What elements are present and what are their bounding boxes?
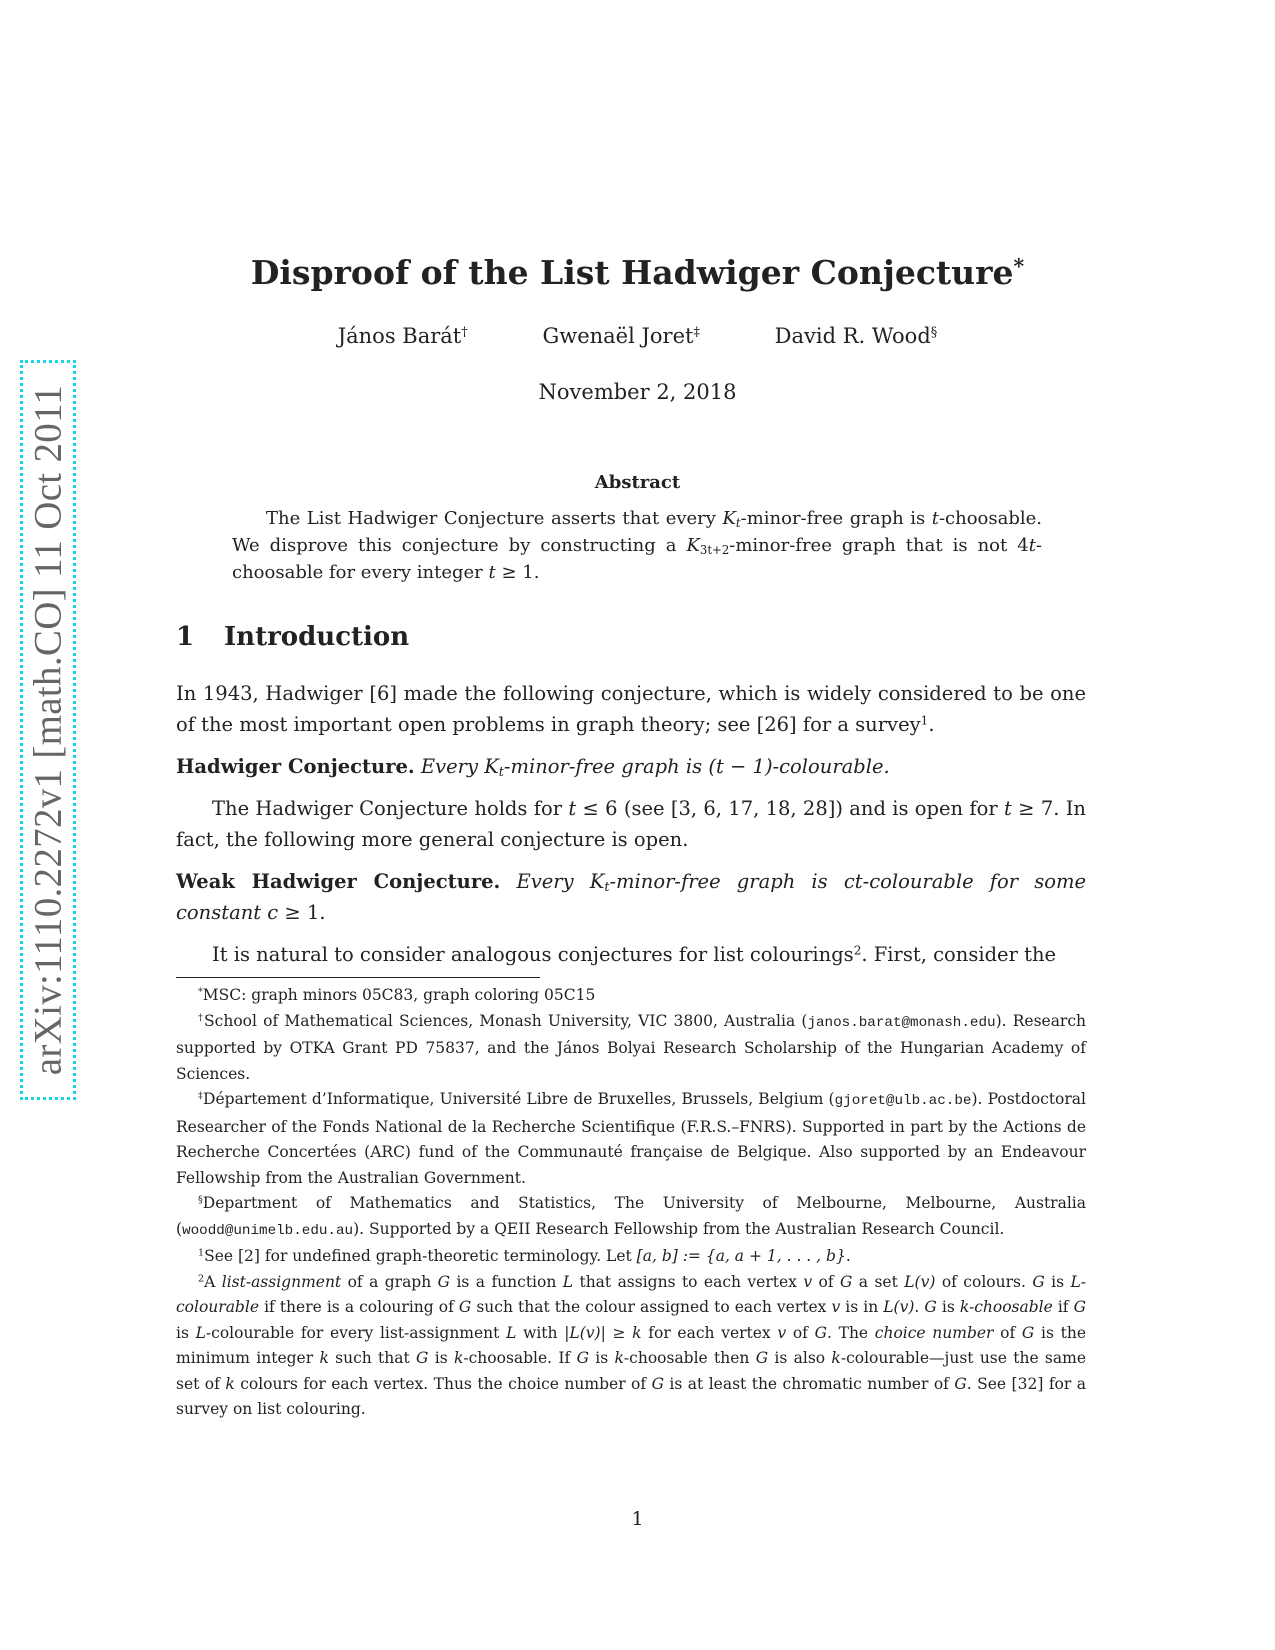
footnote: *MSC: graph minors 05C83, graph coloring 05C15 <box>198 986 596 1004</box>
footnote: ‡Département d’Informatique, Université Libre de Bruxelles, Brussels, Belgium (gjoret@ulb.ac.be). Postdoctoral Researcher of the Fonds National de la Recherche Scientifique (F.R.S.–FNRS). Supported in part by the Actions de Recherche Concertées (ARC) fund of the Communauté française de Belgique. Also supported by an Endeavour Fellowship from the Australian Government. <box>176 1090 1086 1187</box>
footnote-ref: 1 <box>920 713 929 728</box>
paragraph: The Hadwiger Conjecture holds for t ≤ 6 (see [3, 6, 17, 18, 28]) and is open for t ≥ 7. In fact, the following more general conjecture is open. <box>176 797 1086 851</box>
conjecture-label: Hadwiger Conjecture. <box>176 755 415 778</box>
paper-date: November 2, 2018 <box>538 380 737 404</box>
paragraph: It is natural to consider analogous conjectures for list colourings$^2$. First, consider the <box>212 943 1057 966</box>
page-number: 1 <box>631 1508 644 1530</box>
conjecture-label: Weak Hadwiger Conjecture. <box>176 870 501 893</box>
paragraph: In 1943, Hadwiger [6] made the following conjecture, which is widely considered to be one of the most important open problems in graph theory; see [26] for a survey$^1$. <box>176 682 1086 736</box>
footnote: §Department of Mathematics and Statistics, The University of Melbourne, Melbourne, Australia (woodd@unimelb.edu.au). Supported by a QEII Research Fellowship from the Australian Research Council. <box>176 1194 1086 1239</box>
footnotes <box>176 983 1086 1423</box>
arxiv-stamp <box>20 360 76 1100</box>
email-link[interactable]: janos.barat@monash.edu <box>807 1014 996 1031</box>
email-link[interactable]: woodd@unimelb.edu.au <box>182 1222 354 1239</box>
email-link[interactable]: gjoret@ulb.ac.be <box>834 1093 972 1109</box>
footnote-rule <box>176 977 540 978</box>
footnote-ref: 2 <box>853 943 862 958</box>
section-title: Introduction <box>224 622 410 652</box>
title-footnote-mark: * <box>1013 253 1025 278</box>
title-text: Disproof of the List Hadwiger Conjecture <box>250 253 1014 292</box>
footnote: $^2$A list-assignment of a graph G is a function L that assigns to each vertex v of G a set L(v) of colours. G is L-colourable if there is a colouring of G such that the colour assigned to each vertex v is in L(v). G is k-choosable if G is L-colourable for every list-assignment L with |L(v)| ≥ k for each vertex v of G. The choice number of G is the minimum integer k such that G is k-choosable. If G is k-choosable then G is also k-colourable—just use the same set of k colours for each vertex. Thus the choice number of G is at least the chromatic number of G. See [32] for a survey on list colouring. <box>176 1272 1086 1418</box>
author: Gwenaël Joret‡ <box>542 324 700 348</box>
section-number: 1 <box>176 622 195 652</box>
arxiv-stamp-text: arXiv:1110.2272v1 [math.CO] 11 Oct 2011 <box>26 384 70 1076</box>
author: János Barát† <box>337 324 468 348</box>
paper-title <box>0 253 1275 292</box>
author: David R. Wood§ <box>774 324 938 348</box>
abstract-heading: Abstract <box>594 472 681 493</box>
footnote: $^1$See [2] for undefined graph-theoretic terminology. Let [a, b] := {a, a + 1, . . . , b}. <box>198 1247 851 1265</box>
author-list <box>0 324 1275 348</box>
hadwiger-conjecture: Hadwiger Conjecture. Every $K_t-minor$-free graph is (t − 1)-colourable. <box>176 755 890 780</box>
footnote: †School of Mathematical Sciences, Monash University, VIC 3800, Australia (janos.barat@monash.edu). Research supported by OTKA Grant PD 75837, and the János Bolyai Research Scholarship of the Hungarian Academy of Sciences. <box>176 1011 1087 1083</box>
section-heading <box>176 622 409 652</box>
weak-hadwiger-conjecture: Weak Hadwiger Conjecture. Every $K_t-minor$-free graph is ct-colourable for some constant c ≥ 1. <box>176 870 1087 924</box>
abstract-text: The List Hadwiger Conjecture asserts that every $K_t-minor$-free graph is t-choosable. We disprove this conjecture by constructing a $K_{3t+2}-minor$-free graph that is not 4t-choosable for every integer t ≥ 1. <box>232 508 1043 583</box>
